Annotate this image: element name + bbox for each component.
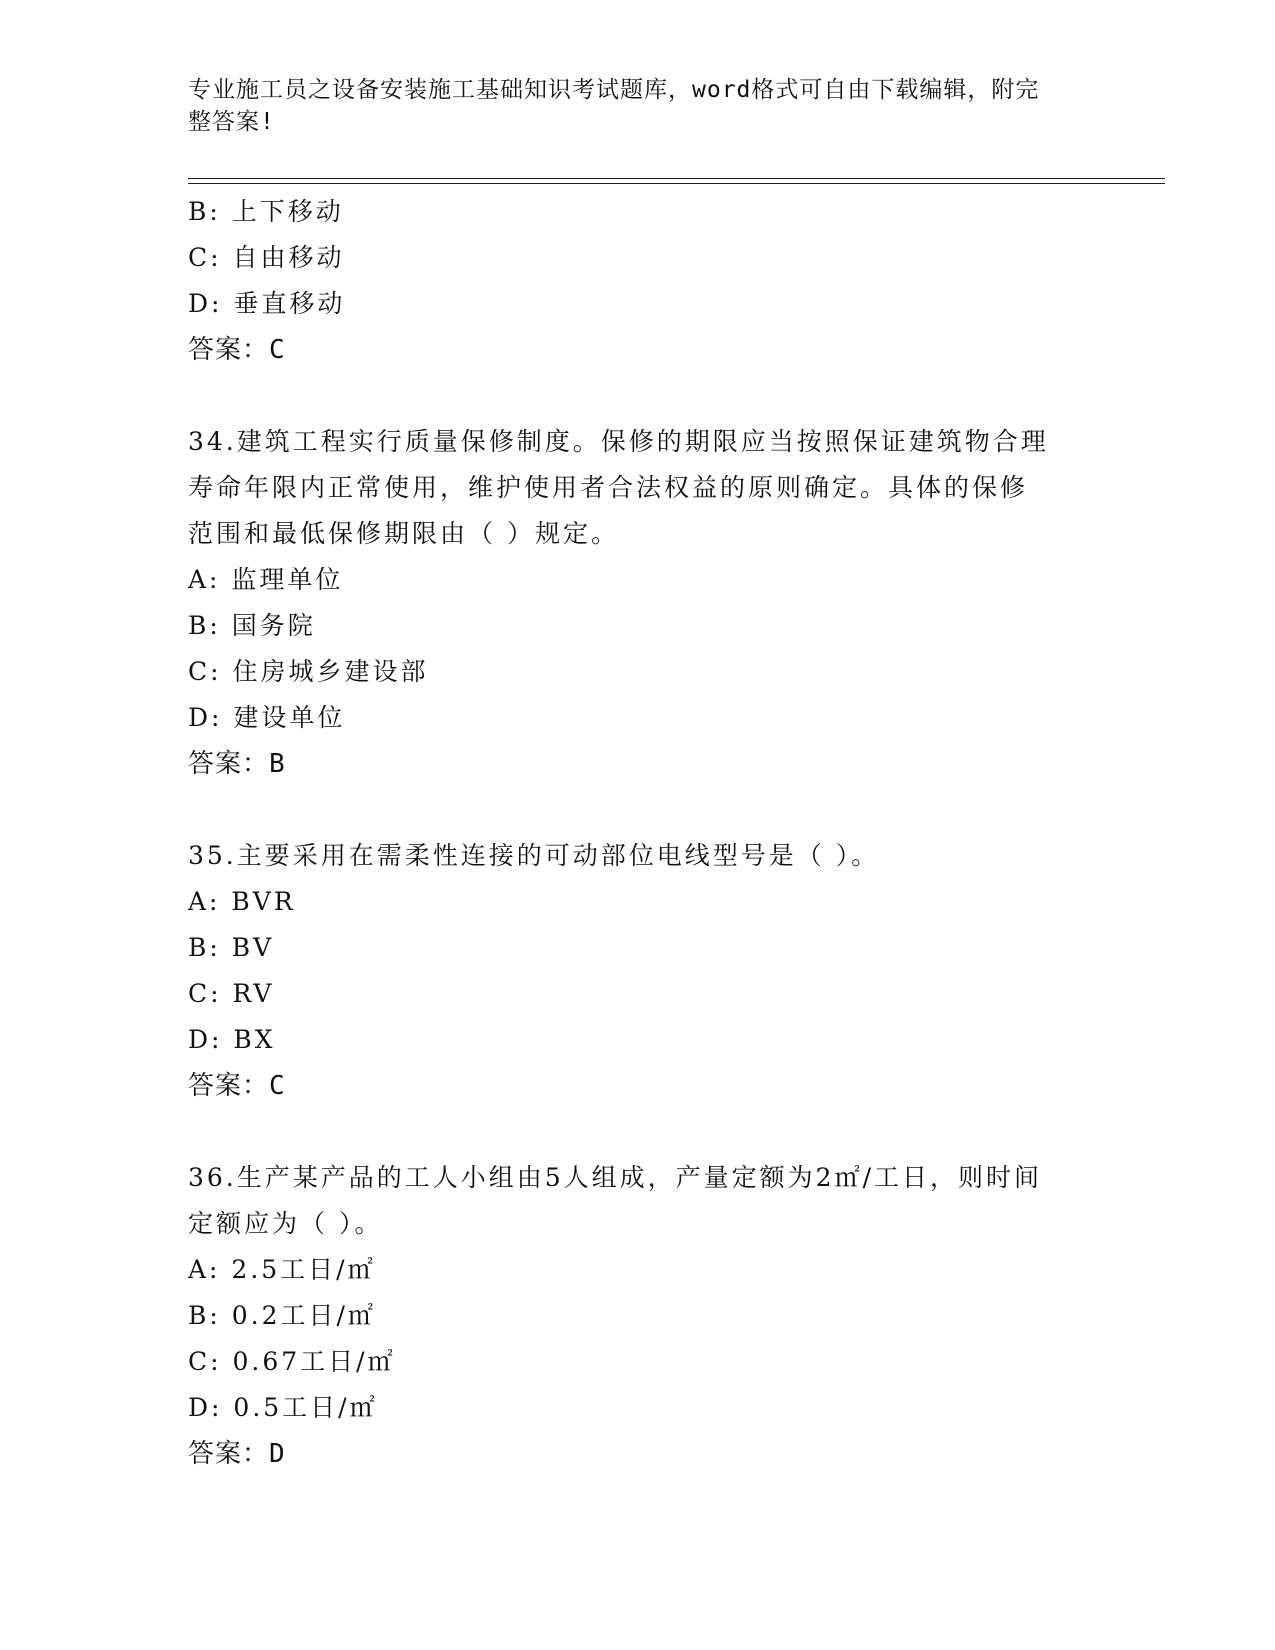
- option-c: C: 0.67工日/㎡: [188, 1347, 396, 1376]
- option-a: A: 监理单位: [188, 565, 344, 594]
- header-divider-bottom: [188, 183, 1165, 184]
- option-c: C: 自由移动: [188, 243, 345, 272]
- answer: 答案：C: [188, 1071, 286, 1101]
- option-d: D: 0.5工日/㎡: [188, 1393, 378, 1422]
- question-35: [188, 833, 1088, 1109]
- option-b: B: 上下移动: [188, 197, 344, 226]
- option-d: D: BX: [188, 1025, 276, 1054]
- question-list: [188, 189, 1088, 1477]
- spacer: [188, 787, 1088, 833]
- option-b: B: 国务院: [188, 611, 316, 640]
- document-header: [188, 74, 1088, 138]
- spacer: [188, 373, 1088, 419]
- option-a: A: 2.5工日/㎡: [188, 1255, 376, 1284]
- spacer: [188, 1109, 1088, 1155]
- header-line-1: 专业施工员之设备安装施工基础知识考试题库，word格式可自由下载编辑，附完: [188, 77, 1040, 103]
- option-c: C: RV: [188, 979, 275, 1008]
- answer: 答案：D: [188, 1439, 286, 1469]
- header-line-2: 整答案!: [188, 109, 275, 135]
- header-divider-top: [188, 178, 1165, 179]
- option-a: A: BVR: [188, 887, 296, 916]
- question-text-line: 35.主要采用在需柔性连接的可动部位电线型号是（ ）。: [188, 841, 880, 870]
- question-text-line: 定额应为（ ）。: [188, 1209, 383, 1238]
- question-36: [188, 1155, 1088, 1477]
- question-text-line: 36.生产某产品的工人小组由5人组成，产量定额为2㎡/工日，则时间: [188, 1163, 1042, 1192]
- question-text-line: 寿命年限内正常使用，维护使用者合法权益的原则确定。具体的保修: [188, 473, 1029, 502]
- option-d: D: 建设单位: [188, 703, 346, 732]
- option-b: B: 0.2工日/㎡: [188, 1301, 376, 1330]
- question-33-tail: [188, 189, 1088, 373]
- answer: 答案：B: [188, 749, 286, 779]
- option-c: C: 住房城乡建设部: [188, 657, 429, 686]
- question-text-line: 34.建筑工程实行质量保修制度。保修的期限应当按照保证建筑物合理: [188, 427, 1049, 456]
- option-d: D: 垂直移动: [188, 289, 346, 318]
- option-b: B: BV: [188, 933, 275, 962]
- question-text-line: 范围和最低保修期限由（ ）规定。: [188, 519, 619, 548]
- answer: 答案：C: [188, 335, 286, 365]
- question-34: [188, 419, 1088, 787]
